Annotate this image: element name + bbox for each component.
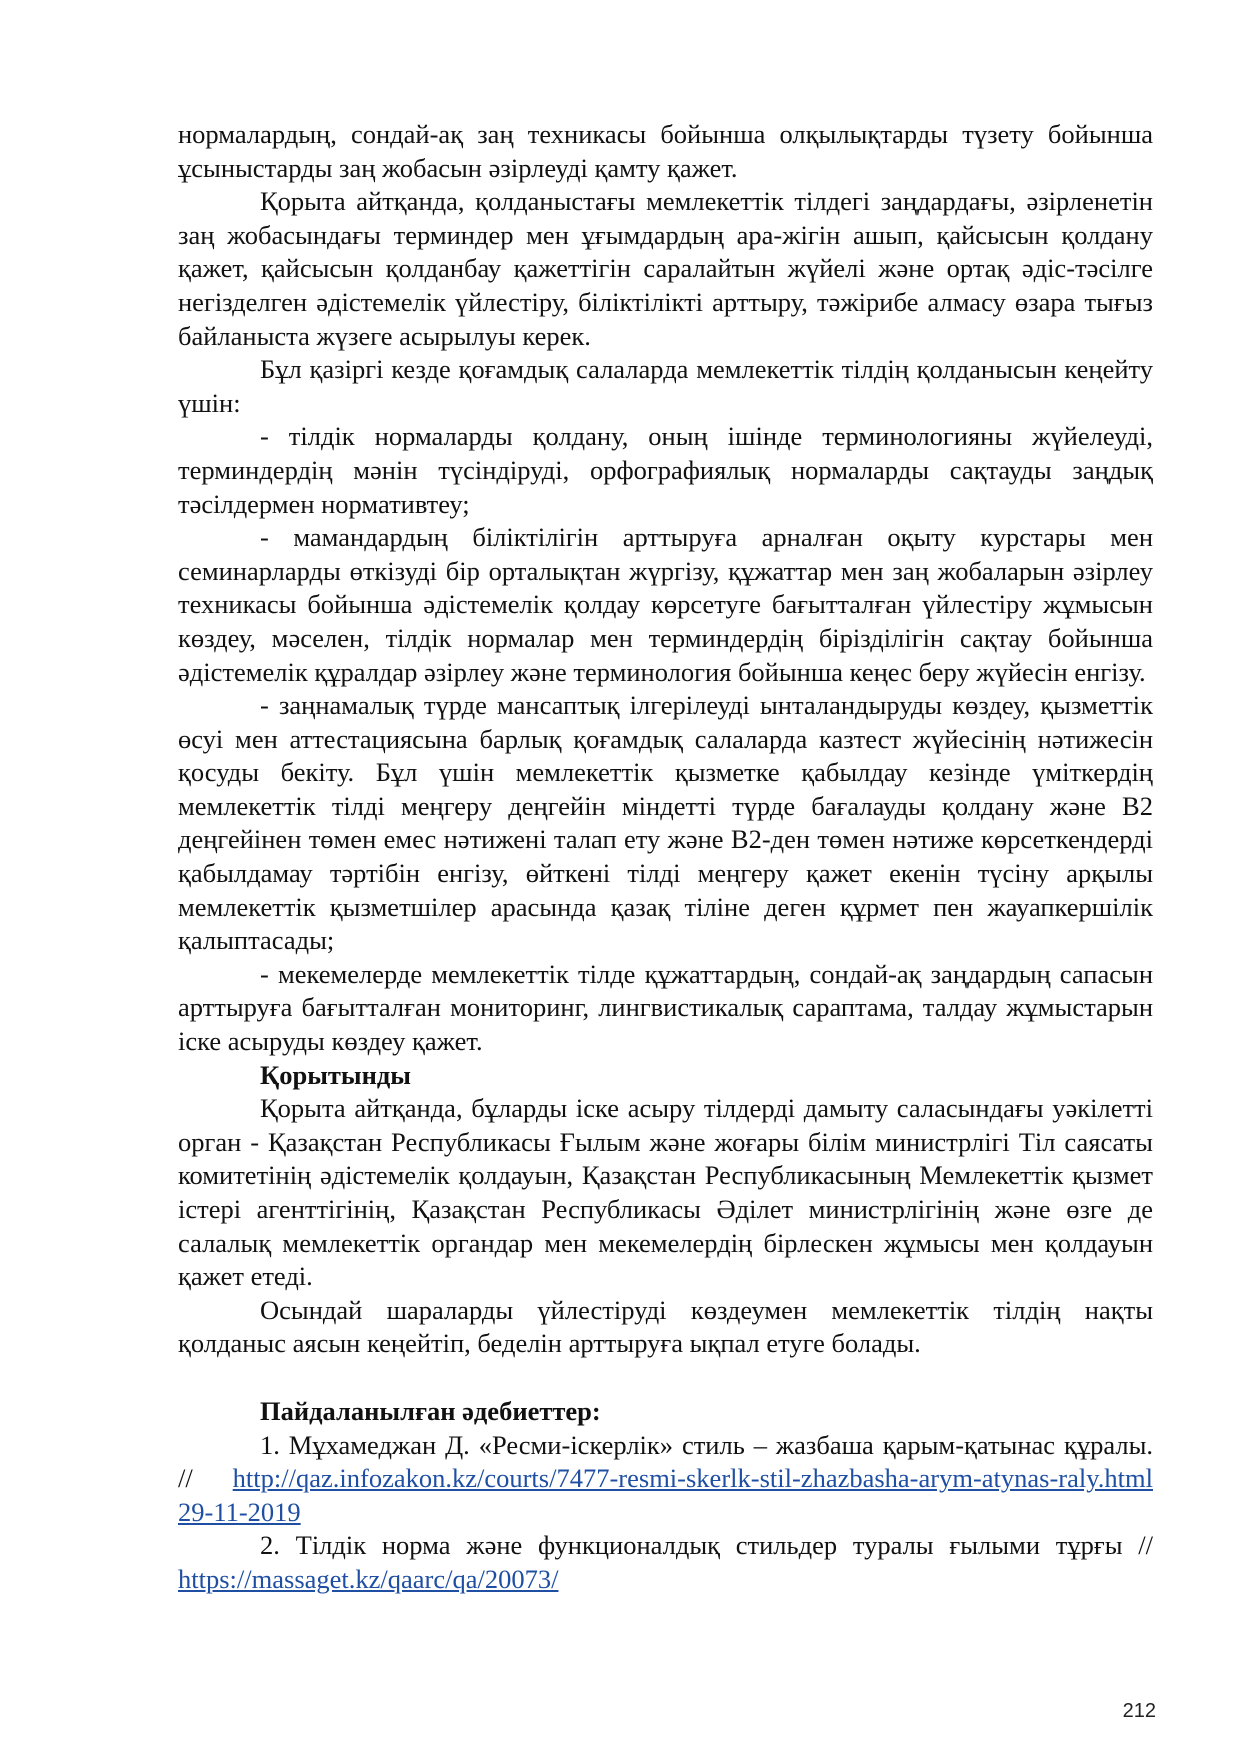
paragraph-3: Бұл қазіргі кезде қоғамдық салаларда мемлекеттік тілдің қолданысын кеңейту үшін: — [178, 354, 1153, 418]
reference-2-link[interactable]: https://massaget.kz/qaarc/qa/20073/ — [178, 1563, 559, 1594]
paragraph-2: Қорыта айтқанда, қолданыстағы мемлекеттік тілдегі заңдардағы, әзірленетін заң жобасындағы терминдер мен ұғымдардың ара-жігін ашып, қайсысын қолдану қажет, қайсысын қолданбау қажеттігін саралайтын жүйелі және ортақ әдіс-тәсілге негізделген әдістемелік үйлестіру, біліктілікті арттыру, тәжірибе алмасу өзара тығыз байланыста жүзеге асырылуы керек. — [178, 186, 1153, 351]
reference-1-link[interactable]: http://qaz.infozakon.kz/courts/7477-resmi-skerlk-stil-zhazbasha-arym-atynas-raly.html 29-11-2019 — [178, 1463, 1153, 1527]
document-page — [178, 118, 1153, 1597]
reference-2 — [178, 1529, 1153, 1596]
conclusion-paragraph-1: Қорыта айтқанда, бұларды іске асыру тілдерді дамыту саласындағы уәкілетті орган - Қазақстан Республикасы Ғылым және жоғары білім министрлігі Тіл саясаты комитетінің әдістемелік қолдауын, Қазақстан Республикасының Мемлекеттік қызмет істері агенттігінің, Қазақстан Республикасы Әділет министрлігінің және өзге де салалық мемлекеттік органдар мен мекемелердің бірлескен жұмысы мен қолдауын қажет етеді. — [178, 1093, 1153, 1292]
conclusion-heading: Қорытынды — [260, 1059, 411, 1090]
list-item-3: - заңнамалық түрде мансаптық ілгерілеуді ынталандыруды көздеу, қызметтік өсуі мен аттестациясына барлық қоғамдық салаларда казтест жүйесінің нәтижесін қосуды бекіту. Бұл үшін мемлекеттік қызметке қабылдау кезінде үміткердің мемлекеттік тілді меңгеру деңгейін міндетті түрде бағалауды қолдану және B2 деңгейінен төмен емес нәтижені талап ету және B2-ден төмен нәтиже көрсеткендерді қабылдамау тәртібін енгізу, өйткені тілді меңгеру қажет екенін түсіну арқылы мемлекеттік қызметшілер арасында қазақ тіліне деген құрмет пен жауапкершілік қалыптасады; — [178, 690, 1153, 956]
paragraph-1: нормалардың, сондай-ақ заң техникасы бойынша олқылықтарды түзету бойынша ұсыныстарды заң жобасын әзірлеуді қамту қажет. — [178, 119, 1153, 183]
reference-1 — [178, 1429, 1153, 1530]
list-item-4: - мекемелерде мемлекеттік тілде құжаттардың, сондай-ақ заңдардың сапасын арттыруға бағытталған мониторинг, лингвистикалық сараптама, талдау жұмыстарын іске асыруды көздеу қажет. — [178, 958, 1153, 1057]
conclusion-paragraph-2: Осындай шараларды үйлестіруді көздеумен мемлекеттік тілдің нақты қолданыс аясын кеңейтіп, беделін арттыруға ықпал етуге болады. — [178, 1294, 1153, 1359]
references-heading: Пайдаланылған әдебиеттер: — [260, 1395, 601, 1426]
list-item-1: - тілдік нормаларды қолдану, оның ішінде терминологияны жүйелеуді, терминдердің мәнін түсіндіруді, орфографиялық нормаларды сақтауды заңдық тәсілдермен нормативтеу; — [178, 421, 1153, 519]
list-item-2: - мамандардың біліктілігін арттыруға арналған оқыту курстары мен семинарларды өткізуді бір орталықтан жүргізу, құжаттар мен заң жобаларын әзірлеу техникасы бойынша әдістемелік қолдау көрсетуге бағытталған үйлестіру жұмысын көздеу, мәселен, тілдік нормалар мен терминдердің біріздiлігін сақтау бойынша әдістемелік құралдар әзірлеу және терминология бойынша кеңес беру жүйесін енгізу. — [178, 522, 1153, 687]
reference-1-text: 1. Мұхамеджан Д. «Ресми-іскерлік» стиль – жазбаша қарым-қатынас құралы. // — [178, 1429, 1153, 1494]
page-number: 212 — [1122, 1700, 1156, 1722]
reference-2-text: 2. Тілдік норма және функционалдық стильдер туралы ғылыми тұрғы // — [260, 1530, 1153, 1561]
